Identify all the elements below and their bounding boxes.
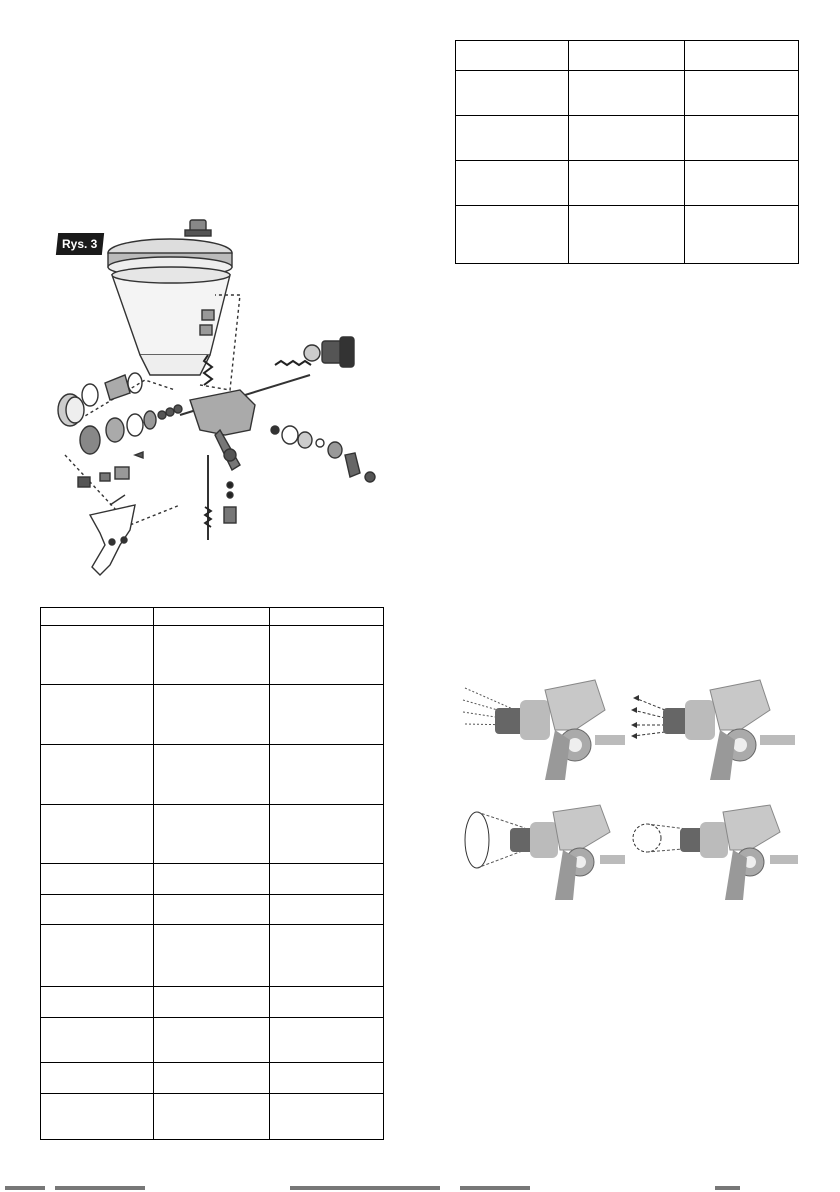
pattern-oval-illustration [455,800,630,900]
figure-label-badge: Rys. 3 [56,233,104,255]
top-right-table [455,40,799,264]
spray-gun-exploded-diagram [50,215,390,585]
pattern-round-illustration [625,800,800,900]
parts-table [40,607,384,1140]
air-flow-arrows-illustration [625,670,800,780]
page-footer-strip [0,1184,840,1192]
spray-pattern-fan-illustration [455,670,630,780]
